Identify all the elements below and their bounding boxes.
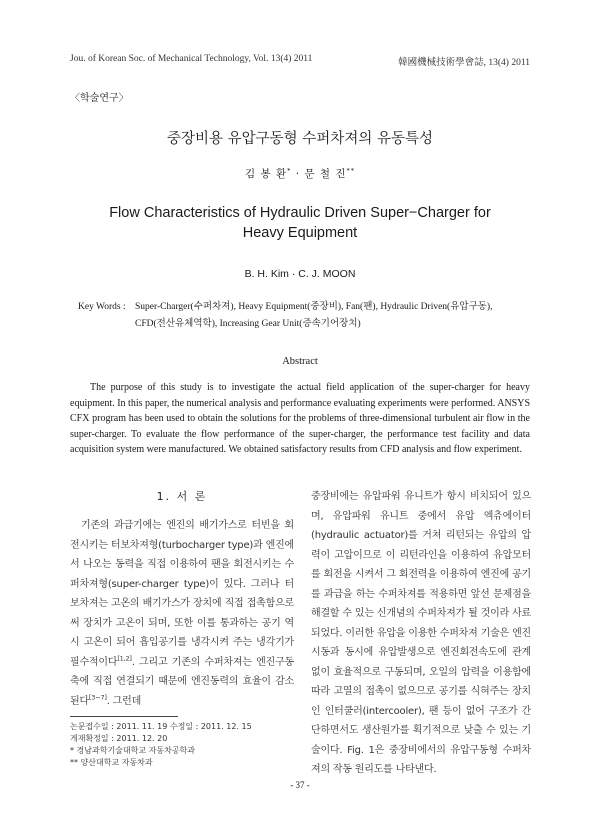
intro-text-a: 기존의 과급기에는 엔진의 배기가스로 터빈을 회전시키는 터보차져형(turbocharger type)과 엔진에서 나오는 동력을 직접 이용하여 팬을 회전시키는 수퍼차져형(super-charger type)이 있다. 그러나 터보차져는 고온의 배기가스가 장치에 직접 접촉함으로써 장치가 고온이 되며, 또한 이를 통과하는 공기 역시 고온이 되어 흡입공기를 냉각시켜 주는 냉각기가 필수적이다 <box>70 520 294 668</box>
abstract-heading: Abstract <box>282 356 318 367</box>
author-2-name: 문 철 진 <box>304 168 347 180</box>
right-column-text <box>311 487 531 780</box>
title-en-line-2: Heavy Equipment <box>242 225 358 241</box>
footnote-accepted-date: 게재확정일 : 2011. 12. 20 <box>70 734 168 743</box>
author-2-mark: ** <box>346 166 355 175</box>
authors-english: B. H. Kim · C. J. MOON <box>244 268 356 280</box>
footnote-affiliation-1: * 경남과학기술대학교 자동차공학과 <box>70 746 196 755</box>
citation-3-7: [3~7] <box>88 693 107 702</box>
footnote-affiliation-2: ** 양산대학교 자동차과 <box>70 758 153 767</box>
footnotes <box>70 721 300 769</box>
keywords-line-1: Super-Charger(수퍼차져), Heavy Equipment(중장비), Fan(팬), Hydraulic Driven(유압구동), <box>135 302 493 312</box>
intro-text-c: . 그런데 <box>106 695 142 707</box>
keywords-block <box>78 299 538 333</box>
keywords-label: Key Words : <box>78 302 126 312</box>
footnote-divider <box>70 716 178 717</box>
author-separator: · <box>291 168 305 180</box>
intro-text-b: . 그리고 기존의 수퍼차져는 엔진구동축에 직접 연결되기 때문에 엔진동력의 효율이 감소된다 <box>70 656 294 707</box>
authors-korean <box>0 166 600 181</box>
keywords-line-2: CFD(전산유체역학), Increasing Gear Unit(증속기어장치) <box>135 319 361 329</box>
paper-title-korean: 중장비용 유압구동형 수퍼차져의 유동특성 <box>167 131 433 147</box>
abstract-body <box>70 380 530 458</box>
author-1-mark: * <box>287 166 292 175</box>
footnote-received-dates: 논문접수일 : 2011. 11. 19 수정일 : 2011. 12. 15 <box>70 722 252 731</box>
citation-1-2: [1,2] <box>117 654 132 663</box>
author-1-name: 김 봉 환 <box>245 168 288 180</box>
journal-header-en: Jou. of Korean Soc. of Mechanical Technology, Vol. 13(4) 2011 <box>70 54 313 64</box>
section-tag: 〈학술연구〉 <box>70 93 129 104</box>
paper-title-english <box>100 203 500 243</box>
intro-paragraph-right: 중장비에는 유압파워 유니트가 항시 비치되어 있으며, 유압파워 유니트 중에서 유압 엑츄에이터(hydraulic actuator)를 거쳐 리턴되는 유압의 압력이 고압이므로 이 리턴라인을 이용하여 유압모터를 회전을 시켜서 그 회전력을 이용하여 엔진에 공기를 과급을 하는 수퍼차져를 적용하면 앞선 문제점을 해결할 수 있는 신개념의 수퍼차져가 될 것이라 사료되었다. 이러한 유압을 이용한 수퍼차져 기술은 엔진시동과 동시에 유압발생으로 엔진회전속도에 관계없이 효율적으로 구동되며, 오일의 압력을 이용함에 따라 고열의 접촉이 없으므로 공기를 식혀주는 장치인 인터쿨러(intercooler), 팬 등이 없어 구조가 간단하면서도 생산원가를 획기적으로 낮출 수 있는 기술이다. Fig. 1은 중장비에서의 유압구동형 수퍼차져의 작동 원리도를 나타낸다. <box>311 491 531 775</box>
journal-header-ko: 韓國機械技術學會誌, 13(4) 2011 <box>398 58 530 68</box>
page-number: - 37 - <box>290 780 310 790</box>
intro-paragraph-left <box>70 516 294 711</box>
title-en-line-1: Flow Characteristics of Hydraulic Driven Super−Charger for <box>109 205 491 221</box>
abstract-text: The purpose of this study is to investigate the actual field application of the super-charger for heavy equipment. In this paper, the numerical analysis and performance evaluating experiments were performed. ANSYS CFX program has been used to obtain the solutions for the problems of three-dimensional turbulent air flow in the super-charger. To evaluate the flow performance of the super-charger, the performance test facility and data acquisition system were manufactured. We obtained satisfactory results from CFD analysis and flow experiment. <box>70 382 531 455</box>
left-column-text <box>70 516 294 711</box>
section-1-heading: 1. 서 론 <box>156 490 208 503</box>
